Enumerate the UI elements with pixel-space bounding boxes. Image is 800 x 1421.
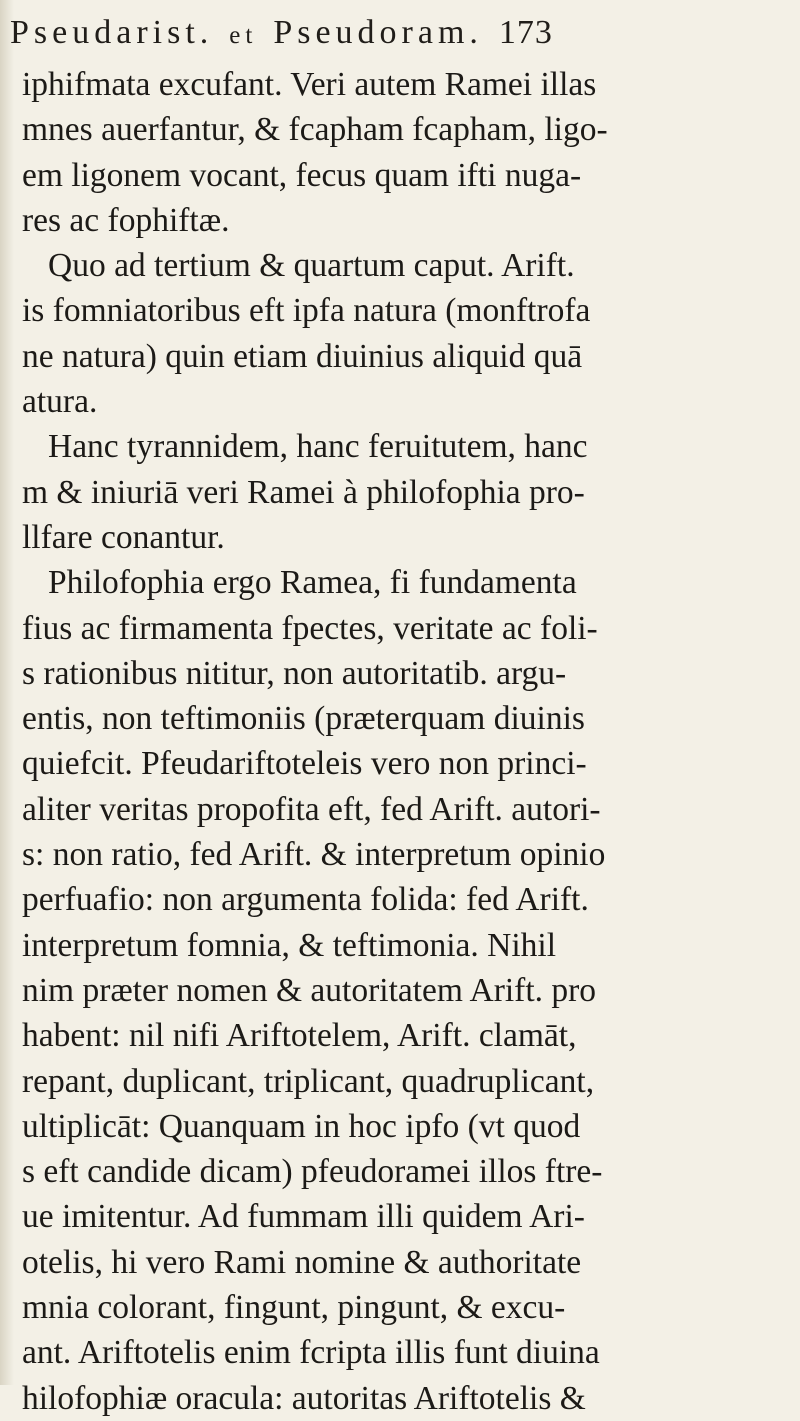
text-line: fius ac firmamenta fpectes, veritate ac foli- [22,609,598,647]
page-gutter [0,0,14,1385]
header-title-pseudarist: Pseudarist. [10,14,214,51]
page-number: 173 [498,14,553,51]
text-line: perfuafio: non argumenta folida: fed Arift. [22,881,589,919]
text-line: s rationibus nititur, non autoritatib. argu- [22,654,567,692]
text-line: aliter veritas propofita eft, fed Arift. autori- [22,790,601,828]
text-line: habent: nil nifi Ariftotelem, Arift. clamāt, [22,1017,577,1055]
text-line: s eft candide dicam) pfeudoramei illos ftre- [22,1153,603,1191]
text-line: mnes auerfantur, & fcapham fcapham, ligo- [22,111,608,149]
text-line: res ac fophiftæ. [22,201,230,239]
text-line: is fomniatoribus eft ipfa natura (monftrofa [22,292,591,330]
text-line: mnia colorant, fingunt, pingunt, & excu- [22,1289,566,1327]
text-line: atura. [22,383,98,421]
header-title-et: et [229,22,258,49]
text-line: otelis, hi vero Rami nomine & authoritate [22,1243,582,1281]
text-line: Philofophia ergo Ramea, fi fundamenta [48,564,577,602]
text-line: ultiplicāt: Quanquam in hoc ipfo (vt quod [22,1107,581,1145]
text-line: hilofophiæ oracula: autoritas Ariftotelis & [22,1379,586,1417]
text-line: Quo ad tertium & quartum caput. Arift. [48,247,575,285]
text-line: ue imitentur. Ad fummam illi quidem Ari- [22,1198,585,1236]
text-line: ne natura) quin etiam diuinius aliquid quā [22,337,583,375]
text-line: llfare conantur. [22,518,225,556]
text-line: interpretum fomnia, & teftimonia. Nihil [22,926,557,964]
text-line: entis, non teftimoniis (præterquam diuinis [22,700,585,738]
text-line: s: non ratio, fed Arift. & interpretum opinio [22,836,606,874]
text-line: iphifmata excufant. Veri autem Ramei illas [22,66,597,103]
body-text [22,62,792,1421]
text-line: m & iniuriā veri Ramei à philofophia pro- [22,473,585,511]
text-line: ant. Ariftotelis enim fcripta illis funt diuina [22,1334,600,1372]
text-line: em ligonem vocant, fecus quam ifti nuga- [22,156,582,194]
text-line: quiefcit. Pfeudariftoteleis vero non princi- [22,745,587,783]
text-line: nim præter nomen & autoritatem Arift. pro [22,971,597,1009]
running-header [10,8,790,58]
text-line: repant, duplicant, triplicant, quadruplicant, [22,1062,595,1100]
text-line: Hanc tyrannidem, hanc feruitutem, hanc [48,428,588,466]
header-title-pseudoram: Pseudoram. [273,14,483,51]
